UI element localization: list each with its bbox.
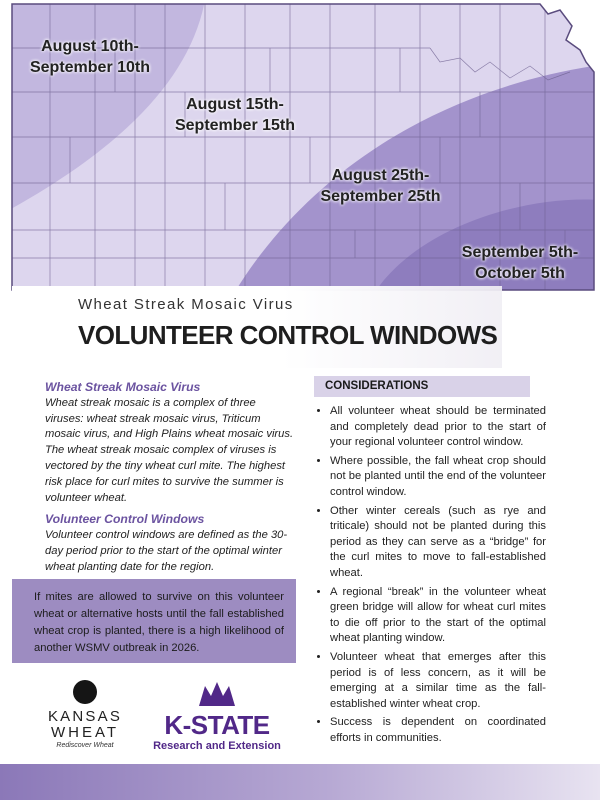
callout-text: If mites are allowed to survive on this volunteer wheat or alternative hosts until the fall established wheat crop is planted, there is a high likelihood of another WSMV outbreak in 2026. (34, 591, 284, 654)
kansas-wheat-tagline: Rediscover Wheat (56, 742, 114, 749)
list-item: • Success is dependent on coordinated efforts in communities. (330, 715, 546, 746)
page-title: VOLUNTEER CONTROL WINDOWS (78, 320, 498, 350)
list-item: • All volunteer wheat should be terminated and completely dead prior to the start of your regional volunteer control window. (330, 404, 546, 451)
zone-label-2: August 15th- September 15th (174, 96, 296, 134)
banner-subtitle: Wheat Streak Mosaic Virus (78, 296, 294, 313)
list-item: • Where possible, the fall wheat crop should not be planted until the end of the volunteer control window. (330, 454, 546, 501)
kstate-wordmark: K-STATE (164, 710, 270, 740)
zone-label-3: August 25th- September 25th (320, 167, 441, 205)
kstate-subtitle: Research and Extension (153, 740, 281, 752)
considerations-title: CONSIDERATIONS (325, 380, 429, 392)
zone-label-1: August 10th- September 10th (29, 38, 151, 76)
section-body-wsmv: Wheat streak mosaic is a complex of three viruses: wheat streak mosaic virus, Triticum mosaic virus, and High Plains wheat mosaic virus. The wheat streak mosaic complex of viruses is vectored by the tiny wheat curl mite. The highest risk place for curl mites to survive the summer is volunteer wheat. (45, 396, 294, 504)
section-body-windows: Volunteer control windows are defined as the 30-day period prior to the start of the optimal winter wheat planting date for the region. (45, 529, 288, 573)
section-heading-windows: Volunteer Control Windows (45, 512, 205, 527)
list-item: • A regional “break” in the volunteer wheat green bridge will allow for wheat curl mites to die off prior to the start of the optimal wheat planting window. (330, 585, 546, 647)
wheat-emblem-icon (73, 680, 97, 704)
kansas-wheat-logo (40, 680, 130, 755)
kstate-logo (152, 680, 292, 755)
kansas-wheat-line2: WHEAT (50, 724, 120, 741)
list-item: • Volunteer wheat that emerges after this period is of less concern, as it will be emerging at a similar time as the fall-established winter wheat crop. (330, 650, 546, 712)
footer-gradient-bar (0, 764, 600, 800)
intro-column (45, 380, 295, 582)
kansas-wheat-line1: KANSAS (47, 708, 123, 725)
section-heading-wsmv: Wheat Streak Mosaic Virus (45, 380, 201, 394)
zone-label-4: September 5th- October 5th (461, 244, 579, 282)
considerations-list (314, 404, 546, 749)
wildcat-icon (197, 680, 237, 708)
list-item: • Other winter cereals (such as rye and triticale) should not be planted during this period as they can serve as a “bridge” for the curl mites to move to fall-established wheat. (330, 504, 546, 582)
